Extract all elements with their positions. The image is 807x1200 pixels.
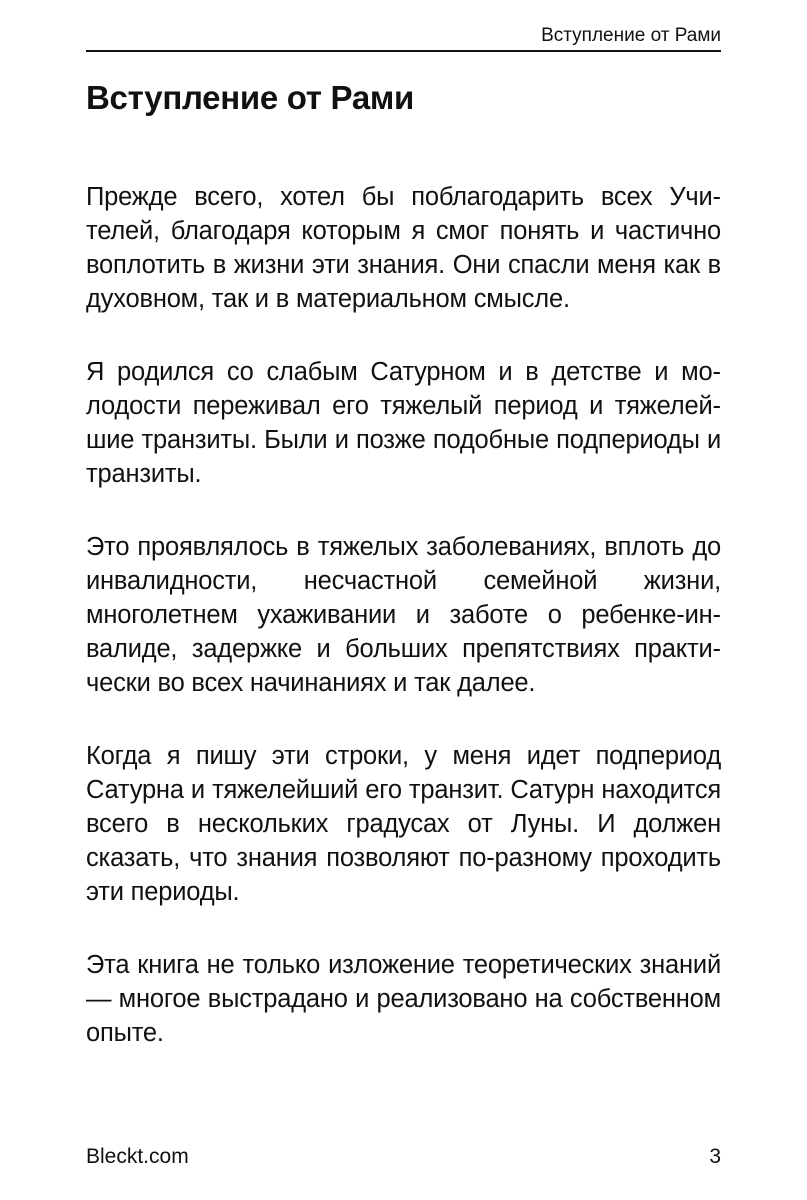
- chapter-title: Вступление от Рами: [86, 79, 414, 116]
- running-header-title: Вступление от Рами: [541, 25, 721, 46]
- paragraph: Это проявлялось в тяжелых заболеваниях, вплоть до инвалидности, несчастной семейной жизни, многолетнем ухаживании и заботе о ребенке-инвалиде, задержке и больших препятствиях практически во всех начинаниях и так далее.: [86, 533, 721, 697]
- paragraph: Я родился со слабым Сатурном и в детстве и молодости переживал его тяжелый период и тяжелейшие транзиты. Были и позже подобные подпериоды и транзиты.: [86, 358, 721, 488]
- running-header: [86, 24, 721, 52]
- page-number: 3: [709, 1145, 721, 1168]
- paragraph: Эта книга не только изложение теоретических знаний — многое выстрадано и реализовано на собственном опыте.: [86, 951, 721, 1047]
- footer-site: Bleckt.com: [86, 1145, 189, 1168]
- page-footer: [86, 1144, 721, 1170]
- paragraph: Прежде всего, хотел бы поблагодарить всех Учителей, благодаря которым я смог понять и частично воплотить в жизни эти знания. Они спасли меня как в духовном, так и в материальном смысле.: [86, 183, 721, 313]
- paragraph: Когда я пишу эти строки, у меня идет подпериод Сатурна и тяжелейший его транзит. Сатурн находится всего в нескольких градусах от Луны. И должен сказать, что знания позволяют по-разному проходить эти периоды.: [86, 742, 721, 906]
- body-text: [86, 180, 721, 1089]
